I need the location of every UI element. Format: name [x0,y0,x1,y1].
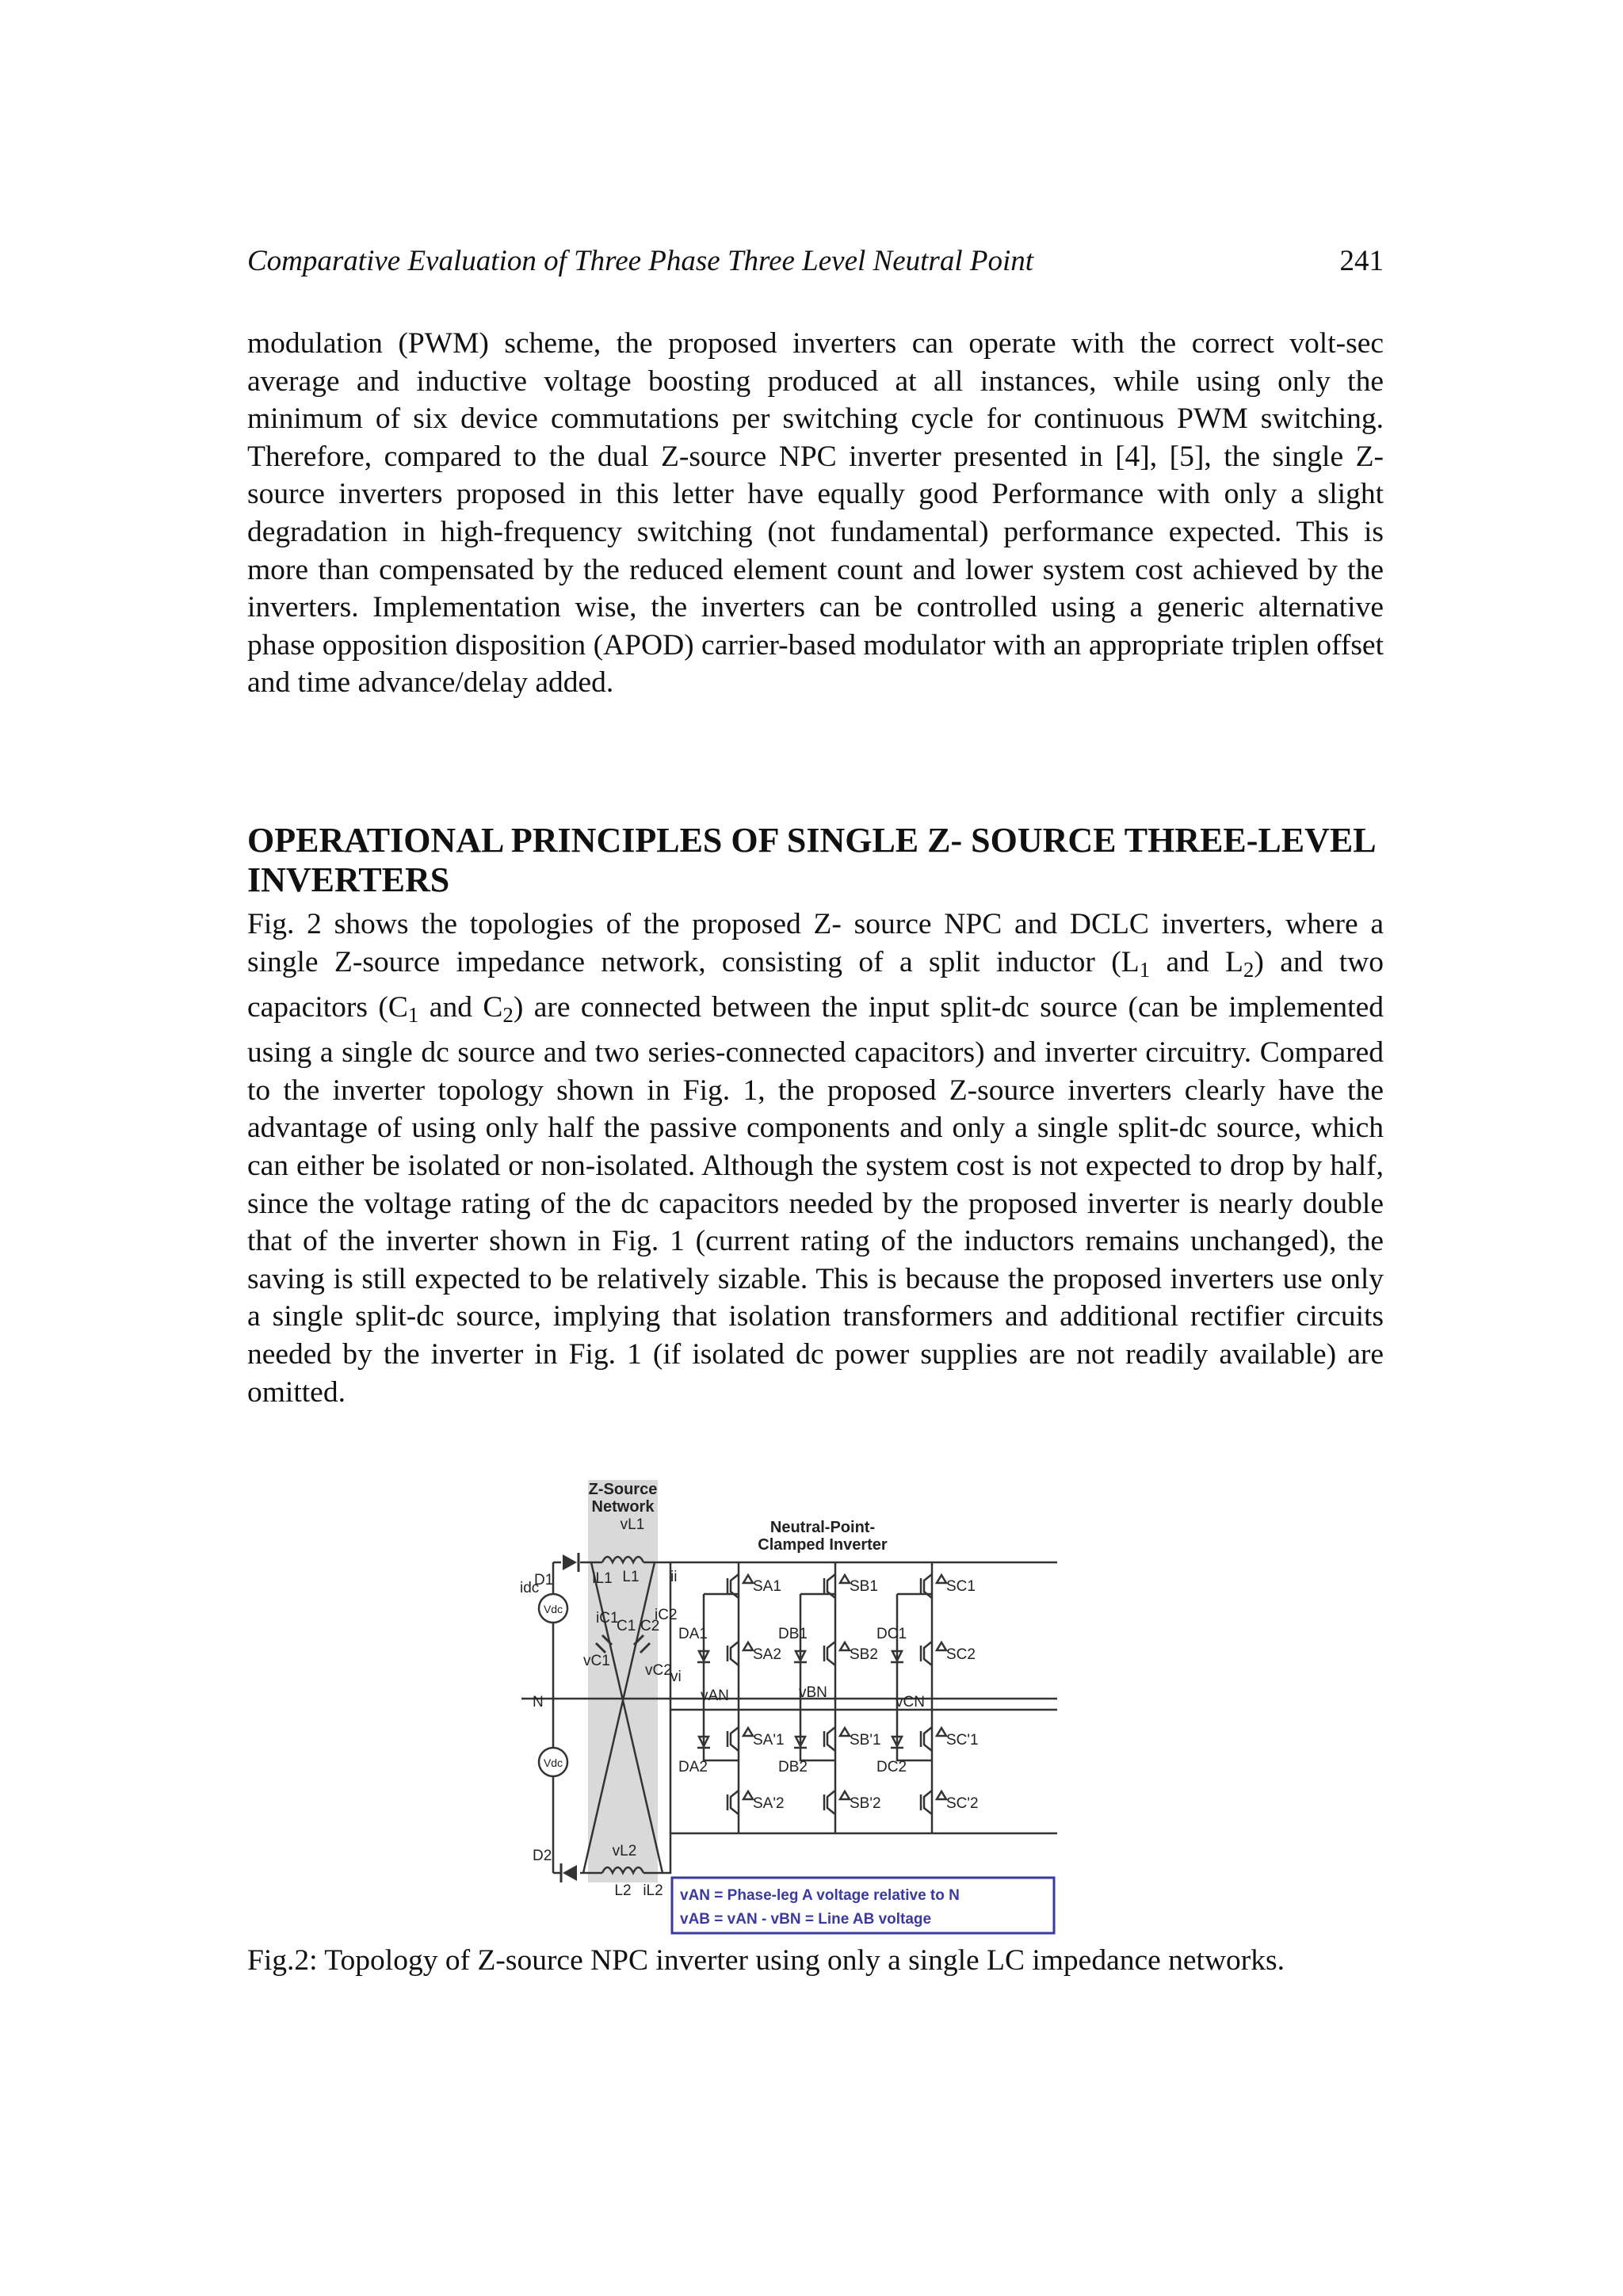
label-d2: D2 [533,1848,552,1864]
figure-caption: Fig.2: Topology of Z-source NPC inverter using only a single LC impedance networks. [247,1944,1285,1977]
label-ii: ii [670,1569,678,1585]
label-sa1: SA1 [753,1578,781,1595]
diode-d2 [563,1865,577,1881]
label-dc2: DC2 [876,1759,907,1775]
label-sa1-prime: SA'1 [753,1732,785,1749]
running-header [247,244,1384,288]
label-sc2: SC2 [946,1646,976,1663]
paragraph-operational-principles [247,906,1384,1411]
label-vl2: vL2 [612,1843,637,1859]
label-il2: iL2 [643,1882,663,1899]
para2-sub-2: 2 [1243,957,1254,982]
running-title: Comparative Evaluation of Three Phase Three Level Neutral Point [247,245,1034,277]
label-c2: C2 [640,1618,660,1634]
label-vc1: vC1 [583,1653,610,1669]
label-vcn: vCN [896,1694,925,1711]
para2-sub-4: 2 [502,1002,514,1027]
label-sb1: SB1 [850,1578,878,1595]
npc-label-1: Neutral-Point- [769,1519,876,1536]
para2-text-c: ) and two capacitors (C [247,945,1384,1024]
zsource-network-shade [588,1480,658,1882]
npc-label-2: Clamped Inverter [758,1536,888,1554]
para2-text-e: ) are connected between the input split-dc source (can be implemented using a single dc source and two series-connected capacitors) and inverter circuitry. Compared to the inverter topology shown in Fig. 1, the proposed Z-source inverters clearly have the advantage of using only half the passive components and only a single split-dc source, which can either be isolated or non-isolated. Although the system cost is not expected to drop by half, since the voltage rating of the dc capacitors needed by the proposed inverter is nearly double that of the inverter shown in Fig. 1 (current rating of the inductors remains unchanged), the saving is still expected to be relatively sizable. This is because the proposed inverters use only a single split-dc source, implying that isolation transformers and additional rectifier circuits needed by the inverter in Fig. 1 (if isolated dc power supplies are not readily available) are omitted. [247,990,1384,1409]
label-c1: C1 [617,1618,636,1634]
para2-sub-1: 1 [1139,957,1151,982]
label-vl1: vL1 [620,1516,645,1533]
para2-text-b: and L [1150,945,1243,978]
section-heading: OPERATIONAL PRINCIPLES OF SINGLE Z- SOURCE THREE-LEVEL INVERTERS [247,821,1375,899]
label-vi: vi [670,1669,682,1685]
label-sc1: SC1 [946,1578,976,1595]
label-da1: DA1 [678,1626,708,1642]
label-vc2: vC2 [645,1662,672,1679]
label-db1: DB1 [778,1626,808,1642]
diode-d1 [563,1554,577,1570]
dc-source-bottom-label: Vdc [543,1756,563,1769]
label-sc2-prime: SC'2 [946,1795,979,1812]
label-il1: iL1 [592,1570,613,1587]
zsource-label-1: Z-Source [588,1481,658,1498]
label-sc1-prime: SC'1 [946,1732,979,1749]
label-vbn: vBN [799,1684,827,1701]
dc-source-top-label: Vdc [543,1603,563,1615]
zsource-label-2: Network [591,1498,655,1516]
para2-text-d: and C [418,990,503,1024]
legend-line-2: vAB = vAN - vBN = Line AB voltage [680,1911,932,1928]
label-db2: DB2 [778,1759,808,1775]
label-d1: D1 [534,1572,554,1589]
label-sa2: SA2 [753,1646,781,1663]
label-dc1: DC1 [876,1626,907,1642]
label-sa2-prime: SA'2 [753,1795,785,1812]
label-n: N [533,1694,544,1711]
label-sb2-prime: SB'2 [850,1795,881,1812]
label-sb2: SB2 [850,1646,878,1663]
label-van: vAN [701,1688,729,1704]
label-l2: L2 [614,1882,632,1899]
label-ic1: iC1 [596,1610,619,1627]
zsource-npc-circuit-diagram [514,1475,1100,1938]
paragraph-modulation: modulation (PWM) scheme, the proposed inverters can operate with the correct volt-sec average and inductive voltage boosting produced at all instances, while using only the minimum of six device commutations per switching cycle for continuous PWM switching. Therefore, compared to the dual Z-source NPC inverter presented in [4], [5], the single Z-source inverters proposed in this letter have equally good Performance with only a slight degradation in high-frequency switching (not fundamental) performance expected. This is more than compensated by the reduced element count and lower system cost achieved by the inverters. Implementation wise, the inverters can be controlled using a generic alternative phase opposition disposition (APOD) carrier-based modulator with an appropriate triplen offset and time advance/delay added. [247,327,1384,700]
label-idc: idc [520,1580,540,1596]
label-da2: DA2 [678,1759,708,1775]
legend-line-1: vAN = Phase-leg A voltage relative to N [680,1887,960,1904]
label-ic2: iC2 [655,1607,678,1623]
label-sb1-prime: SB'1 [850,1732,881,1749]
page-number: 241 [1339,245,1384,277]
para2-text-a: Fig. 2 shows the topologies of the proposed Z- source NPC and DCLC inverters, where a single Z-source impedance network, consisting of a split inductor (L [247,908,1384,978]
label-l1: L1 [622,1569,640,1585]
para2-sub-3: 1 [407,1002,419,1027]
